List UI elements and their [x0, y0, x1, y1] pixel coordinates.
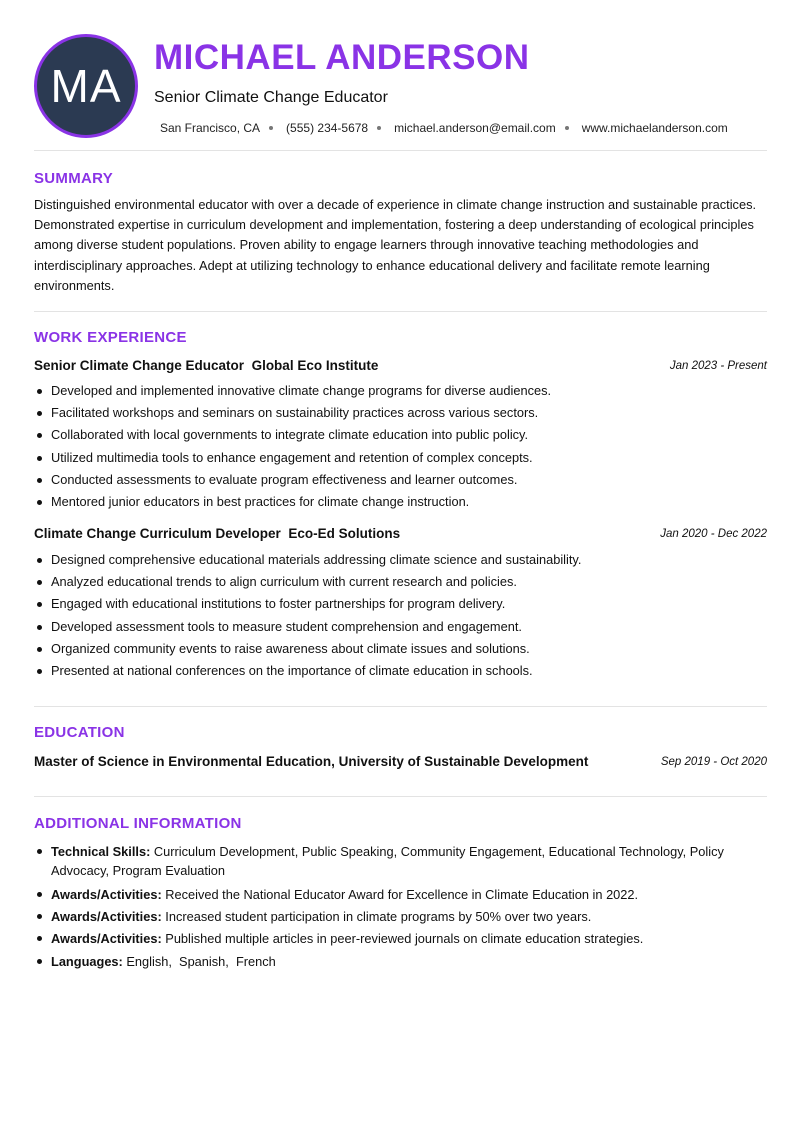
item-label: Awards/Activities:: [51, 909, 162, 924]
item-text: Increased student participation in climate programs by 50% over two years.: [165, 909, 592, 924]
contact-phone: (555) 234-5678: [286, 121, 369, 135]
list-item: Utilized multimedia tools to enhance engagement and retention of complex concepts.: [34, 447, 767, 469]
item-label: Technical Skills:: [51, 844, 151, 859]
contact-email[interactable]: michael.anderson@email.com: [394, 121, 556, 135]
job-header: [34, 358, 767, 376]
item-label: Languages:: [51, 954, 123, 969]
additional-heading: ADDITIONAL INFORMATION: [34, 815, 242, 832]
list-item: Conducted assessments to evaluate program effectiveness and learner outcomes.: [34, 469, 767, 491]
education-heading: EDUCATION: [34, 724, 125, 741]
job-bullets: [34, 380, 767, 513]
contact-website[interactable]: www.michaelanderson.com: [581, 121, 728, 135]
resume-header: [34, 34, 767, 138]
education-date: Sep 2019 - Oct 2020: [660, 756, 767, 768]
candidate-title: Senior Climate Change Educator: [154, 89, 388, 106]
candidate-name: MICHAEL ANDERSON: [154, 38, 530, 77]
contact-location: San Francisco, CA: [160, 121, 261, 135]
list-item: Analyzed educational trends to align curriculum with current research and policies.: [34, 571, 767, 593]
list-item: Facilitated workshops and seminars on sustainability practices across various sectors.: [34, 402, 767, 424]
job-bullets: [34, 549, 767, 682]
list-item: Designed comprehensive educational materials addressing climate science and sustainability.: [34, 549, 767, 571]
list-item: Engaged with educational institutions to foster partnerships for program delivery.: [34, 593, 767, 615]
list-item: [34, 885, 767, 904]
item-text: Published multiple articles in peer-reviewed journals on climate education strategies.: [165, 931, 644, 946]
item-text: Curriculum Development, Public Speaking, Community Engagement, Educational Technology, Policy Advocacy, Program Evaluation: [51, 844, 724, 878]
list-item: [34, 842, 767, 880]
job-company: Eco-Ed Solutions: [288, 526, 401, 541]
list-item: Presented at national conferences on the importance of climate education in schools.: [34, 660, 767, 682]
experience-heading: WORK EXPERIENCE: [34, 329, 187, 346]
section-divider: [34, 796, 767, 797]
job-role: Senior Climate Change Educator: [34, 358, 245, 373]
list-item: Organized community events to raise awareness about climate issues and solutions.: [34, 638, 767, 660]
additional-list: [34, 842, 767, 974]
summary-text: Distinguished environmental educator with over a decade of experience in climate change instruction and sustainable practices. Demonstrated expertise in curriculum development and implementation, fostering a deep understanding of ecological principles among diverse student populations. Proven ability to engage learners through innovative teaching methodologies and interdisciplinary approaches. Adept at utilizing technology to enhance educational delivery and facilitate remote learning environments.: [34, 197, 757, 293]
item-text: Received the National Educator Award for Excellence in Climate Education in 2022.: [165, 887, 639, 902]
separator-dot: [565, 126, 569, 130]
avatar-initials: MA: [50, 60, 122, 112]
job-title-line: [34, 526, 400, 541]
job-date: Jan 2020 - Dec 2022: [660, 528, 767, 540]
job-title-line: [34, 358, 378, 373]
list-item: Collaborated with local governments to integrate climate education into public policy.: [34, 424, 767, 446]
job-role: Climate Change Curriculum Developer: [34, 526, 281, 541]
section-divider: [34, 311, 767, 312]
contact-bar: [160, 121, 728, 135]
item-label: Awards/Activities:: [51, 931, 162, 946]
list-item: [34, 952, 767, 971]
education-degree: Master of Science in Environmental Education, University of Sustainable Development: [34, 754, 589, 769]
separator-dot: [377, 126, 381, 130]
job-header: [34, 526, 767, 544]
job-date: Jan 2023 - Present: [669, 360, 767, 372]
list-item: Mentored junior educators in best practices for climate change instruction.: [34, 491, 767, 513]
avatar: [34, 34, 138, 138]
separator-dot: [269, 126, 273, 130]
job-company: Global Eco Institute: [251, 358, 379, 373]
item-text: English, Spanish, French: [126, 954, 276, 969]
list-item: Developed assessment tools to measure student comprehension and engagement.: [34, 616, 767, 638]
section-divider: [34, 150, 767, 151]
item-label: Awards/Activities:: [51, 887, 162, 902]
list-item: [34, 907, 767, 926]
section-divider: [34, 706, 767, 707]
summary-heading: SUMMARY: [34, 170, 114, 187]
list-item: Developed and implemented innovative climate change programs for diverse audiences.: [34, 380, 767, 402]
list-item: [34, 929, 767, 948]
